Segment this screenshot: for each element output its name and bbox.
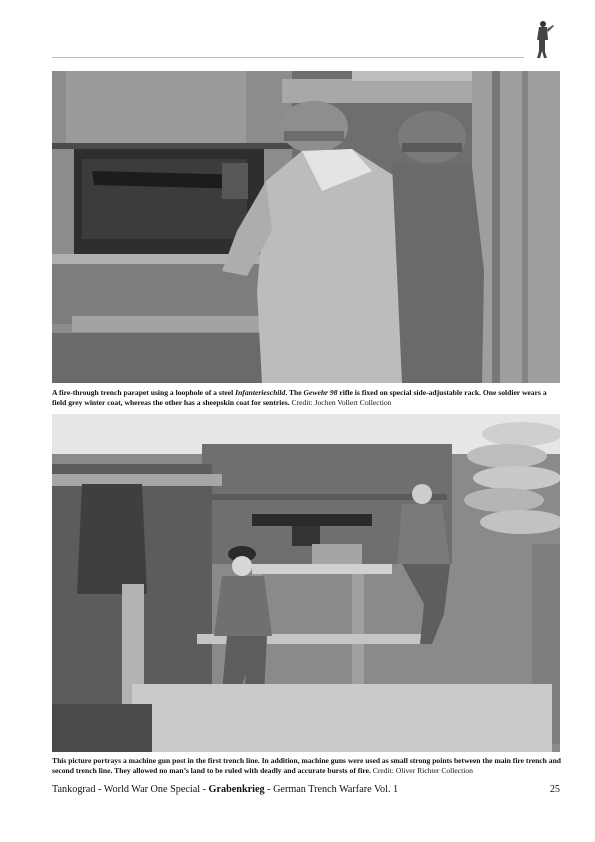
caption-text: rifle is fixed on special side-adjustable rack. One soldier wears a field grey winter coat, whereas the other has a sheepskin coat for sentries. [52,388,547,407]
caption-text: . The [285,388,304,397]
caption-credit: Credit: Oliver Richter Collection [370,766,473,775]
header-rule [52,57,524,58]
caption-credit: Credit: Jochen Vollert Collection [289,398,392,407]
caption-text: A fire-through trench parapet using a loophole of a steel [52,388,236,397]
caption-term-gewehr98: Gewehr 98 [303,388,338,397]
footer-subtitle: - German Trench Warfare Vol. 1 [264,784,399,795]
machine-gun-post-photo [52,414,560,752]
page-number: 25 [549,784,560,795]
footer-publisher: Tankograd - World War One Special - [52,784,209,795]
caption-text: This picture portrays a machine gun post in the first trench line. In addition, machine guns were used as small strong points between the main fire trench and second trench line. They allowed no man’s land to be ruled with deadly and accurate bursts of fire. [52,756,562,775]
caption-term-infanterieschild: Infanterieschild [235,388,286,397]
footer-series-title: Grabenkrieg [208,784,265,795]
trench-parapet-photo [52,71,560,383]
footer-title [52,784,398,795]
photo-caption-1 [52,388,562,408]
page-footer [52,784,560,795]
soldier-silhouette-icon [530,18,556,60]
photo-caption-2 [52,756,562,776]
